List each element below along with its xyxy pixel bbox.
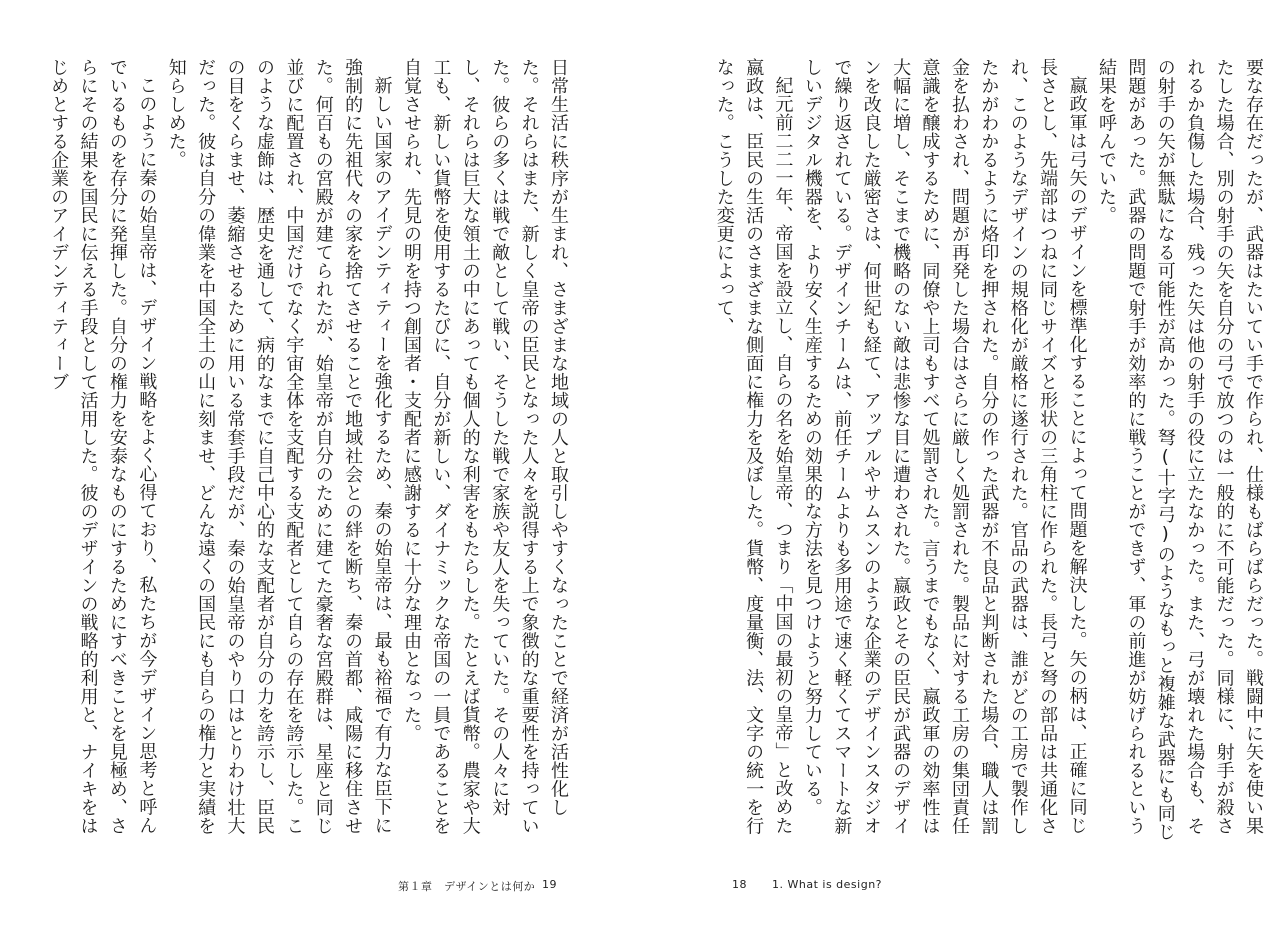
page-number: 19	[542, 878, 557, 891]
running-footer-chapter: 1. What is design?	[772, 878, 883, 891]
body-text-page-18	[713, 58, 1268, 848]
running-footer-chapter: 第１章 デザインとは何か	[398, 880, 536, 893]
page-18	[640, 0, 1280, 947]
body-text-page-19	[48, 58, 573, 848]
paragraph: 紀元前二二一年、帝国を設立し、自らの名を始皇帝、つまり「中国の最初の皇帝」と改めた嬴政は、臣民の生活のさまざまな側面に権力を及ぼした。貨幣、度量衡、法、文字の統一を行なった。こうした変更によって、	[713, 58, 794, 835]
paragraph: 新しい国家のアイデンティティーを強化するため、秦の始皇帝は、最も裕福で有力な臣下に強制的に先祖代々の家を捨てさせることで地域社会との絆を断ち、秦の首都、咸陽に移住させた。何百もの宮殿が建てられたが、始皇帝が自分のために建てた豪奢な宮殿群は、星座と同じ並びに配置され、中国だけでなく宇宙全体を支配する支配者として自らの存在を誇示した。このような虚飾は、歴史を通して、病的なまでに自己中心的な支配者が自分の力を誇示し、臣民の目をくらませ、萎縮させるために用いる常套手段だが、秦の始皇帝のやり口はとりわけ壮大だった。彼は自分の偉業を中国全土の山に刻ませ、どんな遠くの国民にも自らの権力と実績を知らしめた。	[165, 58, 393, 835]
paragraph: 日常生活に秩序が生まれ、さまざまな地域の人と取引しやすくなったことで経済が活性化した。それらはまた、新しく皇帝の臣民となった人々を説得する上で象徴的な重要性を持っていた。彼らの多くは戦で敵として戦い、そうした戦で家族や友人を失っていた。その人々に対し、それらは巨大な領土の中にあっても個人的な利害をもたらした。たとえば貨幣。農家や大工も、新しい貨幣を使用するたびに、自分が新しい、ダイナミックな帝国の一員であることを自覚させられ、先見の明を持つ創国者・支配者に感謝するに十分な理由となった。	[400, 58, 569, 835]
paragraph: このように秦の始皇帝は、デザイン戦略をよく心得ており、私たちが今デザイン思考と呼んでいるものを存分に発揮した。自分の権力を安泰なものにするためにすべきことを見極め、さらにその結果を国民に伝える手段として活用した。彼のデザインの戦略的利用と、ナイキをはじめとする企業のアイデンティティーブ	[48, 58, 158, 835]
paragraph: 嬴政軍は弓矢のデザインを標準化することによって問題を解決した。矢の柄は、正確に同じ長さとし、先端部はつねに同じサイズと形状の三角柱に作られた。長弓と弩の部品は共通化され、このようなデザインの規格化が厳格に遂行された。官品の武器は、誰がどの工房で製作したかがわかるように烙印を押された。自分の作った武器が不良品と判断された場合、職人は罰金を払わされ、問題が再発した場合はさらに厳しく処罰された。製品に対する工房の集団責任意識を醸成するために、同僚や上司もすべて処罰された。言うまでもなく、嬴政軍の効率性は大幅に増し、そこまで機略のない敵は悲惨な目に遭わされた。嬴政とその臣民が武器のデザインを改良した厳密さは、何世紀も経て、アップルやサムスンのような企業のデザインスタジオで繰り返されている。デザインチームは、前任チームよりも多用途で速く軽くてスマートな新しいデジタル機器を、より安く生産するための効果的な方法を見つけようと努力している。	[801, 58, 1088, 835]
page-number: 18	[732, 878, 747, 891]
paragraph: 要な存在だったが、武器はたいてい手で作られ、仕様もばらばらだった。戦闘中に矢を使い果たした場合、別の射手の矢を自分の弓で放つのは一般的に不可能だった。同様に、射手が殺されるか負傷した場合、残った矢は他の射手の役に立たなかった。また、弓が壊れた場合も、その射手の矢が無駄になる可能性が高かった。弩(十字弓)のようなもっと複雑な武器にも同じ問題があった。武器の問題で射手が効率的に戦うことができず、軍の前進が妨げられるという結果を呼んでいた。	[1095, 58, 1264, 841]
